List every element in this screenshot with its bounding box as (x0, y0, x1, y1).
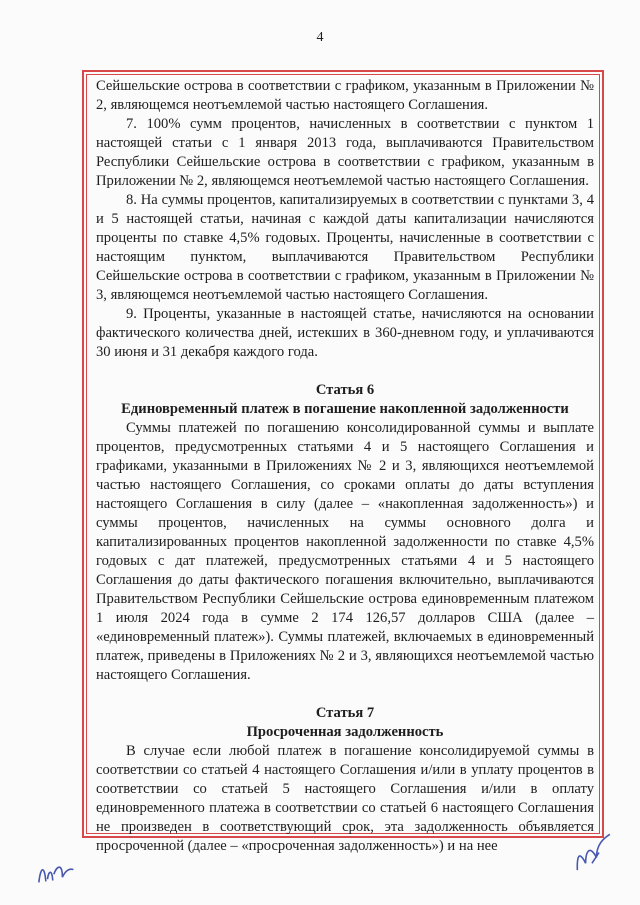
page-number: 4 (316, 30, 324, 45)
initials-signature-left (34, 857, 78, 892)
article-6-title: Единовременный платеж в погашение накопленной задолженности (121, 401, 569, 417)
article-6-number: Статья 6 (315, 382, 375, 398)
article-7-title: Просроченная задолженность (246, 724, 444, 740)
article-7-body: В случае если любой платеж в погашение консолидируемой суммы в соответствии со статьей 4 настоящего Соглашения и/или в уплату процентов в соответствии со статьей 5 настоящего Соглашения и/или в оплату единовременного платежа в соответствии со статьей 6 настоящего Соглашения не произведен в соответствующий срок, эта задолженность объявляется просроченной (далее – «просроченная задолженность») и на нее (96, 743, 594, 854)
article-7-number: Статья 7 (315, 705, 375, 721)
paragraph-continuation: Сейшельские острова в соответствии с графиком, указанным в Приложении № 2, являющемся неотъемлемой частью настоящего Соглашения. (96, 78, 594, 113)
paragraph-8: 8. На суммы процентов, капитализируемых в соответствии с пунктами 3, 4 и 5 настоящей статьи, начиная с каждой даты капитализации начисляются проценты по ставке 4,5% годовых. Проценты, начисленные в соответствии с настоящим пунктом, выплачиваются Правительством Республики Сейшельские острова в соответствии с графиком, указанным в Приложении № 3, являющемся неотъемлемой частью настоящего Соглашения. (96, 192, 594, 303)
signature-left-mark (34, 857, 77, 886)
paragraph-9: 9. Проценты, указанные в настоящей статье, начисляются на основании фактического количества дней, истекших в 360-дневном году, и уплачиваются 30 июня и 31 декабря каждого года. (96, 306, 594, 360)
document-body (96, 77, 594, 856)
paragraph-7: 7. 100% сумм процентов, начисленных в соответствии с пунктом 1 настоящей статьи с 1 января 2013 года, выплачиваются Правительством Республики Сейшельские острова в соответствии с графиком, указанным в Приложении № 2, являющемся неотъемлемой частью настоящего Соглашения. (96, 116, 594, 189)
article-6-body: Суммы платежей по погашению консолидированной суммы и выплате процентов, предусмотренных статьями 4 и 5 настоящего Соглашения и графиками, указанными в Приложениях № 2 и 3, являющихся неотъемлемой частью настоящего Соглашения, со сроками оплаты до даты вступления настоящего Соглашения в силу (далее – «накопленная задолженность») и суммы процентов, начисленных на суммы основного долга и капитализированных процентов накопленной задолженности по ставке 4,5% годовых с дат платежей, предусмотренных статьями 4 и 5 настоящего Соглашения до даты фактического погашения включительно, выплачиваются Правительством Республики Сейшельские острова единовременным платежом 1 июля 2024 года в сумме 2 174 126,57 долларов США (далее – «единовременный платеж»). Суммы платежей, включаемых в единовременный платеж, приведены в Приложениях № 2 и 3, являющихся неотъемлемой частью настоящего Соглашения. (96, 420, 594, 683)
